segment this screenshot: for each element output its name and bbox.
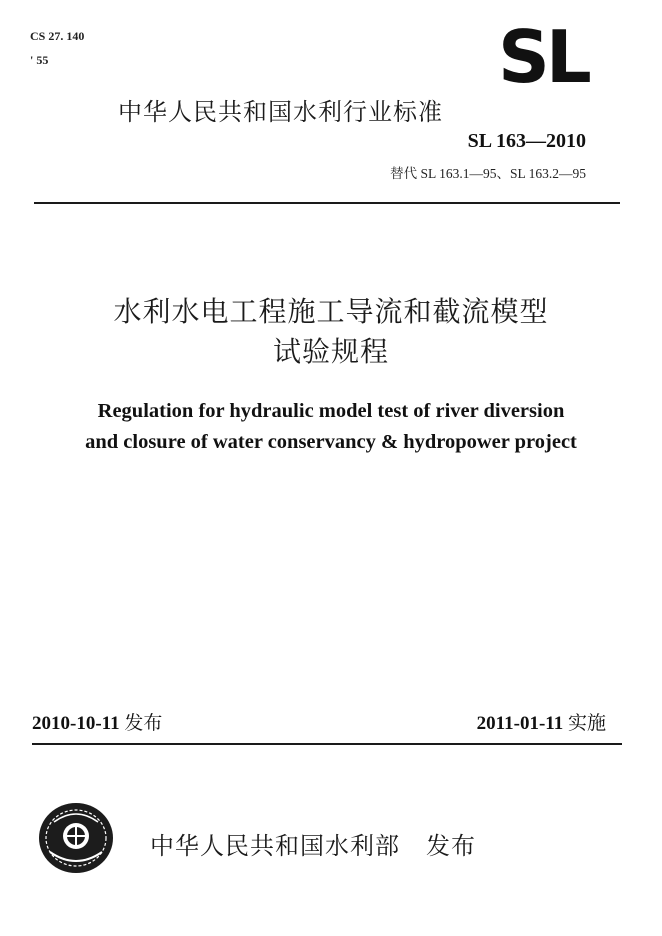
issue-date xyxy=(32,708,162,735)
chinese-title-line-1: 水利水电工程施工导流和截流模型 xyxy=(113,295,549,328)
chinese-title xyxy=(0,292,662,372)
english-title xyxy=(0,396,662,458)
standard-number: SL 163—2010 xyxy=(467,130,586,152)
sl-logo-text: SL xyxy=(498,24,588,90)
sl-logo-icon xyxy=(498,24,610,90)
ministry-emblem-icon xyxy=(36,800,116,876)
chinese-title-line-2: 试验规程 xyxy=(272,335,389,368)
bottom-divider xyxy=(32,743,622,745)
issue-date-value: 2010-10-11 xyxy=(32,713,120,734)
issue-label: 发布 xyxy=(124,712,163,734)
english-title-line-2: and closure of water conservancy & hydropower project xyxy=(85,431,577,453)
ics-code: CS 27. 140 xyxy=(30,29,85,43)
publisher-name: 中华人民共和国水利部 xyxy=(150,832,400,860)
publisher xyxy=(150,826,476,861)
publish-label: 发布 xyxy=(426,832,476,860)
ccs-code: ' 55 xyxy=(30,53,49,67)
implementation-date xyxy=(477,708,606,735)
replaces-note: 替代 SL 163.1—95、SL 163.2—95 xyxy=(390,166,586,181)
implementation-label: 实施 xyxy=(567,712,606,734)
english-title-line-1: Regulation for hydraulic model test of river diversion xyxy=(97,400,565,422)
implementation-date-value: 2011-01-11 xyxy=(476,713,564,734)
top-divider xyxy=(34,202,620,204)
standard-category: 中华人民共和国水利行业标准 xyxy=(118,98,443,126)
